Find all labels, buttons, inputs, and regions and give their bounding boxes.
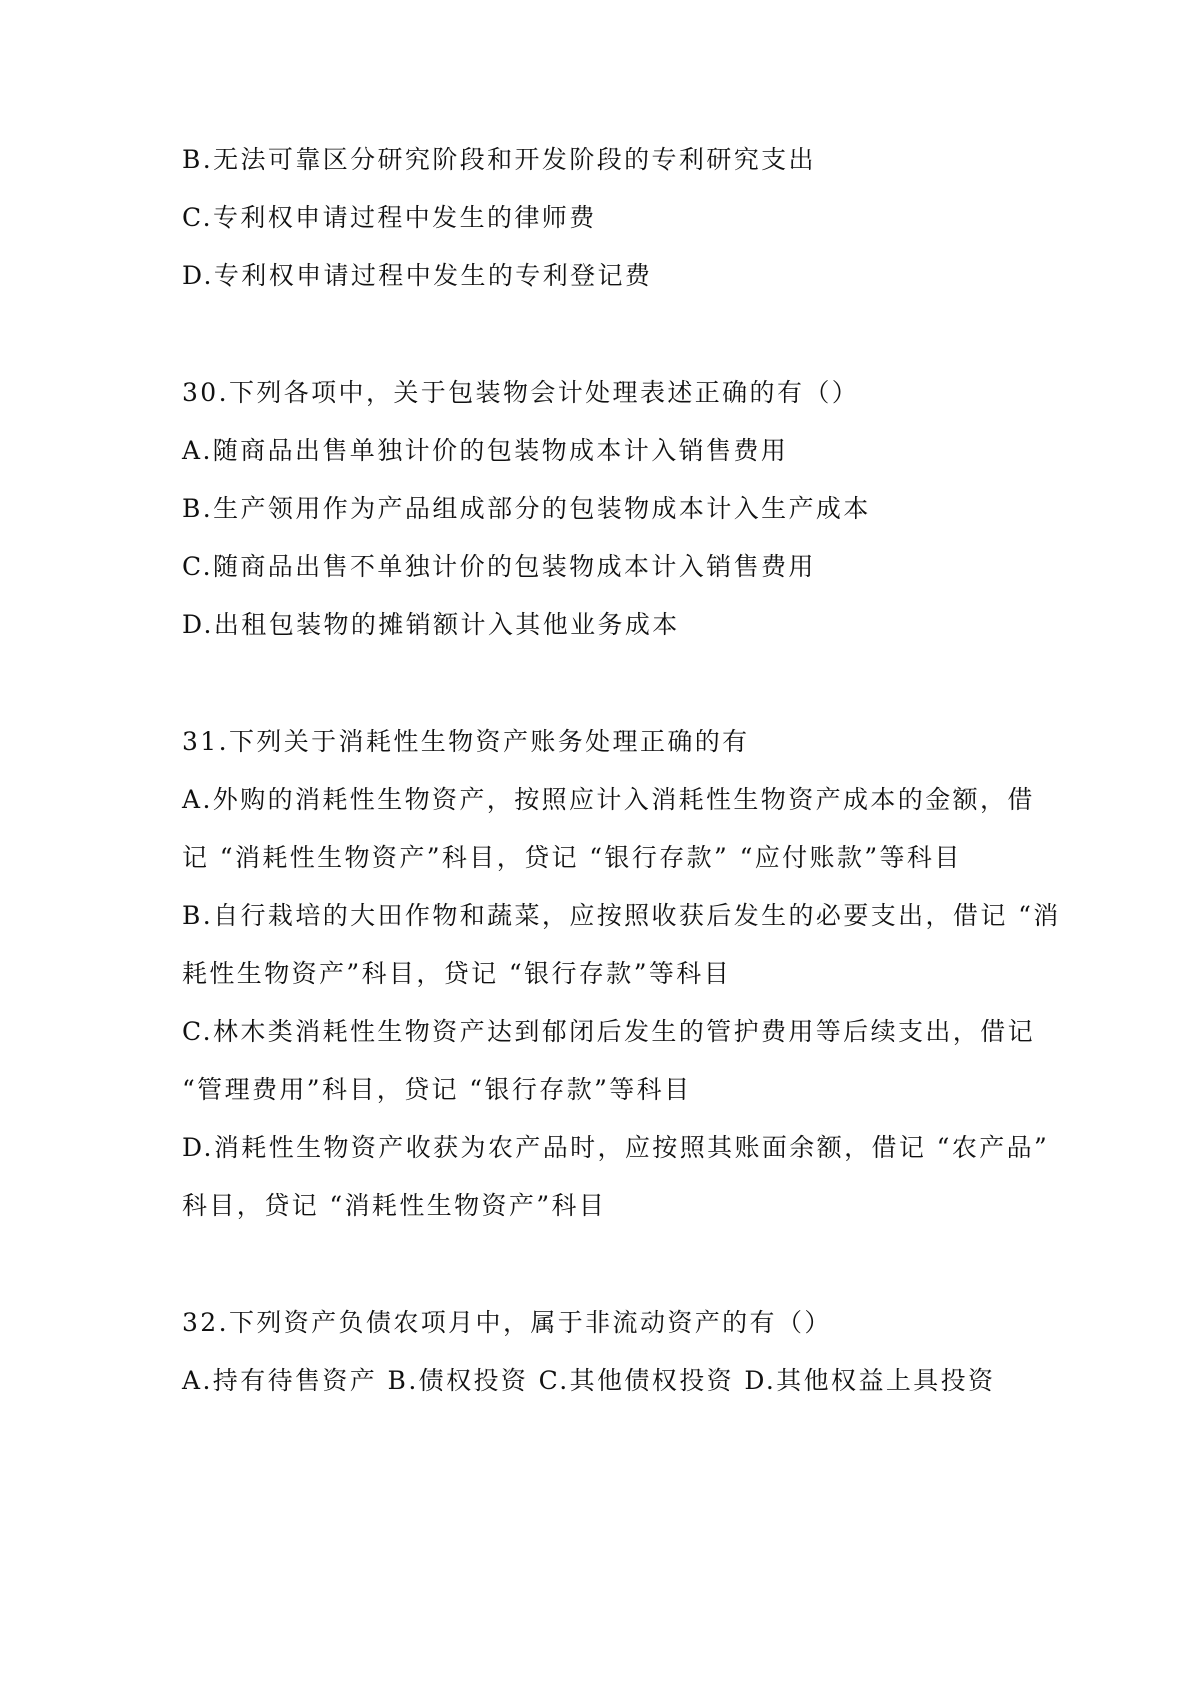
option-c-prev: C.专利权申请过程中发生的律师费	[182, 203, 597, 232]
question-30-option-d: D.出租包装物的摊销额计入其他业务成本	[182, 610, 680, 639]
question-30-option-c: C.随商品出售不单独计价的包装物成本计入销售费用	[182, 552, 816, 581]
question-31-option-b-line1: B.自行栽培的大田作物和蔬菜，应按照收获后发生的必要支出，借记 “消	[182, 901, 1061, 930]
question-31-option-d-line1: D.消耗性生物资产收获为农产品时，应按照其账面余额，借记 “农产品”	[182, 1133, 1050, 1162]
question-31-option-b-line2: 耗性生物资产”科目，贷记 “银行存款”等科目	[182, 959, 732, 988]
option-b-prev: B.无法可靠区分研究阶段和开发阶段的专利研究支出	[182, 145, 816, 174]
question-31-option-c-line1: C.林木类消耗性生物资产达到郁闭后发生的管护费用等后续支出，借记	[182, 1017, 1035, 1046]
question-31-option-a-line1: A.外购的消耗性生物资产，按照应计入消耗性生物资产成本的金额，借	[182, 785, 1035, 814]
question-30-option-b: B.生产领用作为产品组成部分的包装物成本计入生产成本	[182, 494, 871, 523]
question-31-option-d-line2: 科目，贷记 “消耗性生物资产”科目	[182, 1191, 607, 1220]
question-30-option-a: A.随商品出售单独计价的包装物成本计入销售费用	[182, 436, 789, 465]
question-32-options: A.持有待售资产 B.债权投资 C.其他债权投资 D.其他权益上具投资	[182, 1366, 996, 1395]
question-30-stem: 30.下列各项中，关于包装物会计处理表述正确的有（）	[182, 378, 860, 407]
question-31-stem: 31.下列关于消耗性生物资产账务处理正确的有	[182, 727, 750, 756]
question-32-stem: 32.下列资产负债农项月中，属于非流动资产的有（）	[182, 1308, 832, 1337]
question-31-option-a-line2: 记 “消耗性生物资产”科目，贷记 “银行存款” “应付账款”等科目	[182, 843, 962, 872]
question-31-option-c-line2: “管理费用”科目，贷记 “银行存款”等科目	[182, 1075, 692, 1104]
option-d-prev: D.专利权申请过程中发生的专利登记费	[182, 261, 653, 290]
